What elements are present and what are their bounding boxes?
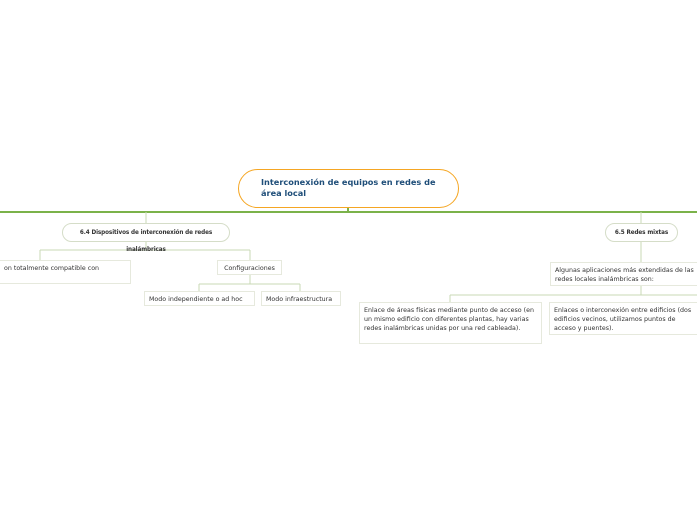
root-node[interactable] [238,169,459,208]
applications-intro-label: Algunas aplicaciones más extendidas de las redes locales inalámbricas son: [555,267,694,283]
truncated-left-node[interactable] [0,260,131,284]
areas-link-label: Enlace de áreas físicas mediante punto de acceso (en un mismo edificio con diferentes plantas, hay varias redes inalámbricas unidas por una red cableada). [364,307,534,332]
right-branch-node[interactable] [605,223,678,242]
applications-intro-node[interactable] [550,262,697,286]
configuraciones-node[interactable] [217,260,282,275]
left-branch-node[interactable] [62,223,230,253]
left-branch-label: 6.4 Dispositivos de interconexión de redes inalámbricas [79,229,213,253]
infrastructure-mode-node[interactable] [261,291,341,306]
ad-hoc-mode-label: Modo independiente o ad hoc [149,296,243,303]
buildings-link-node[interactable] [549,302,697,335]
configuraciones-label: Configuraciones [224,265,275,272]
root-node-label: Interconexión de equipos en redes de área local [261,177,436,198]
buildings-link-label: Enlaces o interconexión entre edificios (dos edificios vecinos, utilizamos puntos de acceso y puentes). [554,307,692,332]
ad-hoc-mode-node[interactable] [144,291,255,306]
right-branch-label: 6.5 Redes mixtas [614,229,669,236]
areas-link-node[interactable] [359,302,542,344]
truncated-left-label: on totalmente compatible con [4,265,100,272]
infrastructure-mode-label: Modo infraestructura [266,296,333,303]
